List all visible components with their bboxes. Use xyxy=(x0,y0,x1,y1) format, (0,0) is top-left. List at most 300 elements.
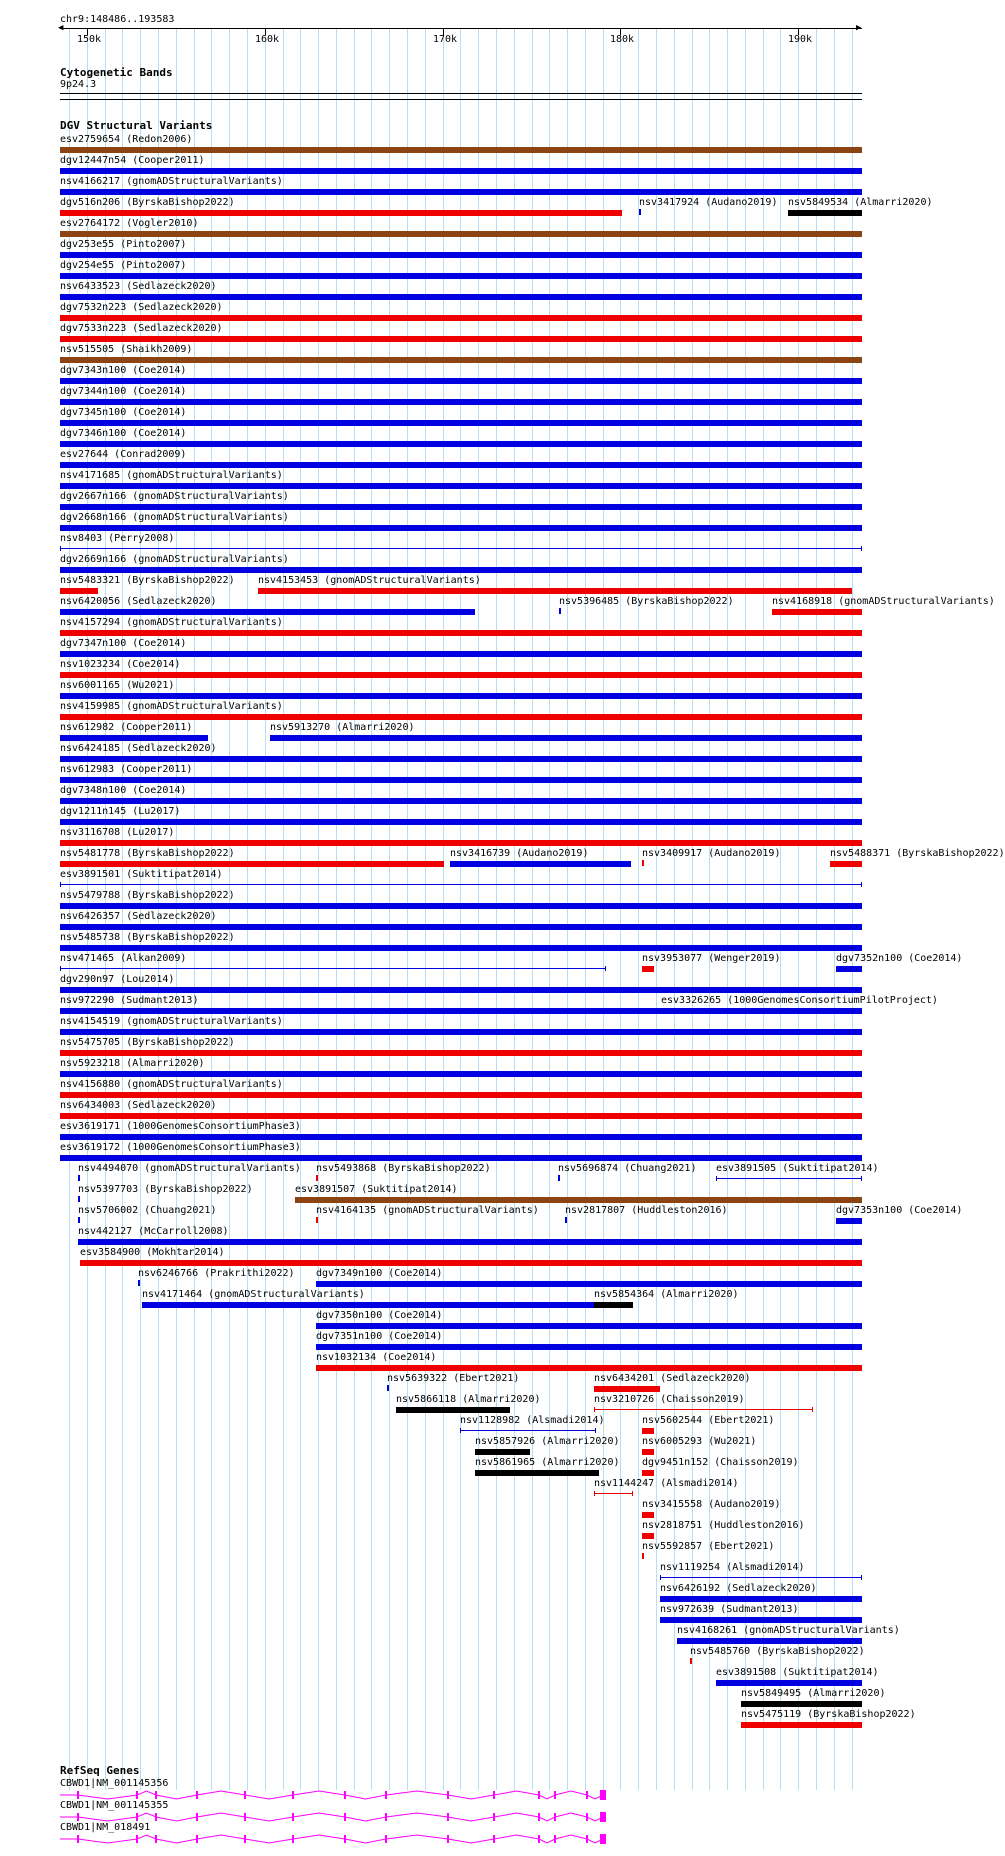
variant-label[interactable]: nsv612982 (Cooper2011) xyxy=(60,722,193,733)
variant-label[interactable]: nsv5849534 (Almarri2020) xyxy=(788,197,933,208)
variant-bar[interactable] xyxy=(60,483,862,489)
variant-label[interactable]: nsv515505 (Shaikh2009) xyxy=(60,344,193,355)
variant-label[interactable]: nsv5493868 (ByrskaBishop2022) xyxy=(316,1163,491,1174)
variant-bar[interactable] xyxy=(836,966,862,972)
variant-label[interactable]: nsv2817807 (Huddleston2016) xyxy=(565,1205,728,1216)
variant-bar[interactable] xyxy=(60,273,862,279)
variant-label[interactable]: nsv6434201 (Sedlazeck2020) xyxy=(594,1373,751,1384)
gene-exon xyxy=(554,1835,556,1843)
cytoband-bar xyxy=(60,93,862,94)
variant-label[interactable]: esv3619172 (1000GenomesConsortiumPhase3) xyxy=(60,1142,301,1153)
variant-bar[interactable] xyxy=(60,693,862,699)
gene-exon xyxy=(493,1835,495,1843)
variant-marker[interactable] xyxy=(690,1658,692,1664)
variant-label[interactable]: dgv7346n100 (Coe2014) xyxy=(60,428,187,439)
variant-marker[interactable] xyxy=(558,1175,560,1181)
grid-line xyxy=(371,28,372,1790)
variant-bar[interactable] xyxy=(258,588,852,594)
variant-bar[interactable] xyxy=(830,861,862,867)
variant-label[interactable]: dgv7352n100 (Coe2014) xyxy=(836,953,963,964)
variant-marker[interactable] xyxy=(639,209,641,215)
variant-label[interactable]: nsv3409917 (Audano2019) xyxy=(642,848,781,859)
variant-label[interactable]: nsv5602544 (Ebert2021) xyxy=(642,1415,775,1426)
gene-exon xyxy=(385,1813,387,1821)
variant-line-cap xyxy=(60,966,61,971)
gene-exon xyxy=(292,1791,294,1799)
variant-bar[interactable] xyxy=(60,735,208,741)
variant-bar[interactable] xyxy=(642,1533,654,1539)
variant-label[interactable]: dgv2668n166 (gnomADStructuralVariants) xyxy=(60,512,289,523)
variant-bar[interactable] xyxy=(741,1701,862,1707)
variant-label[interactable]: nsv4171464 (gnomADStructuralVariants) xyxy=(142,1289,365,1300)
variant-label[interactable]: nsv4171685 (gnomADStructuralVariants) xyxy=(60,470,283,481)
variant-bar[interactable] xyxy=(60,1050,862,1056)
variant-bar[interactable] xyxy=(60,1113,862,1119)
variant-label[interactable]: nsv5592857 (Ebert2021) xyxy=(642,1541,775,1552)
gene-label[interactable]: CBWD1|NM_001145355 xyxy=(60,1800,169,1811)
variant-bar[interactable] xyxy=(660,1617,862,1623)
variant-label[interactable]: esv3891508 (Suktitipat2014) xyxy=(716,1667,879,1678)
axis-tick-label: 160k xyxy=(255,34,280,45)
variant-label[interactable]: dgv7350n100 (Coe2014) xyxy=(316,1310,443,1321)
gene-exon xyxy=(136,1835,138,1843)
gene-exon xyxy=(196,1791,198,1799)
variant-bar[interactable] xyxy=(60,294,862,300)
variant-line-cap xyxy=(735,1008,736,1013)
section-refseq-title: RefSeq Genes xyxy=(60,1764,140,1777)
variant-label[interactable]: dgv7347n100 (Coe2014) xyxy=(60,638,187,649)
variant-bar[interactable] xyxy=(60,441,862,447)
variant-line-cap xyxy=(861,882,862,887)
variant-label[interactable]: nsv6246766 (Prakrithi2022) xyxy=(138,1268,295,1279)
variant-bar[interactable] xyxy=(60,1092,862,1098)
gene-exon xyxy=(155,1813,157,1821)
variant-label[interactable]: nsv5475705 (ByrskaBishop2022) xyxy=(60,1037,235,1048)
grid-line xyxy=(158,28,159,1790)
variant-label[interactable]: esv27644 (Conrad2009) xyxy=(60,449,187,460)
variant-line-cap xyxy=(460,1428,461,1433)
variant-bar[interactable] xyxy=(60,651,862,657)
variant-line-cap xyxy=(660,1575,661,1580)
variant-bar[interactable] xyxy=(642,1428,654,1434)
variant-line[interactable] xyxy=(660,1577,862,1578)
variant-bar[interactable] xyxy=(60,399,862,405)
gene-exon xyxy=(77,1791,79,1799)
gene-intron-line xyxy=(60,1813,603,1821)
gene-exon xyxy=(77,1813,79,1821)
variant-bar[interactable] xyxy=(60,840,862,846)
variant-label[interactable]: nsv4156880 (gnomADStructuralVariants) xyxy=(60,1079,283,1090)
grid-line xyxy=(87,28,88,1790)
variant-bar[interactable] xyxy=(642,1470,654,1476)
variant-label[interactable]: dgv7349n100 (Coe2014) xyxy=(316,1268,443,1279)
variant-line[interactable] xyxy=(60,548,862,549)
grid-line xyxy=(514,28,515,1790)
variant-bar[interactable] xyxy=(60,714,862,720)
variant-label[interactable]: nsv1032134 (Coe2014) xyxy=(316,1352,437,1363)
gene-intron-line xyxy=(60,1791,603,1799)
variant-bar[interactable] xyxy=(660,1596,862,1602)
variant-marker[interactable] xyxy=(78,1196,80,1202)
grid-line xyxy=(496,28,497,1790)
variant-bar[interactable] xyxy=(270,735,862,741)
region-label: chr9:148486..193583 xyxy=(60,14,175,25)
grid-line xyxy=(425,28,426,1790)
variant-bar[interactable] xyxy=(642,1512,654,1518)
variant-label[interactable]: esv3891505 (Suktitipat2014) xyxy=(716,1163,879,1174)
variant-label[interactable]: nsv5696874 (Chuang2021) xyxy=(558,1163,697,1174)
variant-bar[interactable] xyxy=(788,210,862,216)
variant-bar[interactable] xyxy=(60,924,862,930)
variant-bar[interactable] xyxy=(60,147,862,153)
gene-exon xyxy=(244,1835,246,1843)
variant-bar[interactable] xyxy=(60,903,862,909)
grid-line xyxy=(283,28,284,1790)
variant-bar[interactable] xyxy=(80,1260,862,1266)
variant-line-cap xyxy=(594,1407,595,1412)
variant-label[interactable]: nsv4168261 (gnomADStructuralVariants) xyxy=(677,1625,900,1636)
variant-label[interactable]: nsv6434003 (Sedlazeck2020) xyxy=(60,1100,217,1111)
grid-line xyxy=(460,28,461,1790)
gene-exon xyxy=(600,1834,606,1844)
variant-line[interactable] xyxy=(594,1493,633,1494)
variant-bar[interactable] xyxy=(60,504,862,510)
gene-exon xyxy=(155,1835,157,1843)
section-dgv-title: DGV Structural Variants xyxy=(60,119,213,132)
variant-label[interactable]: nsv471465 (Alkan2009) xyxy=(60,953,187,964)
variant-label[interactable]: dgv290n97 (Lou2014) xyxy=(60,974,175,985)
variant-line-cap xyxy=(861,1575,862,1580)
variant-line-cap xyxy=(716,1176,717,1181)
variant-label[interactable]: nsv3953077 (Wenger2019) xyxy=(642,953,781,964)
gene-exon xyxy=(586,1791,588,1799)
variant-bar[interactable] xyxy=(295,1197,862,1203)
grid-line xyxy=(834,28,835,1790)
variant-bar[interactable] xyxy=(642,1449,654,1455)
variant-line-cap xyxy=(861,1176,862,1181)
variant-label[interactable]: nsv5913270 (Almarri2020) xyxy=(270,722,415,733)
variant-bar[interactable] xyxy=(60,567,862,573)
variant-label[interactable]: nsv6426357 (Sedlazeck2020) xyxy=(60,911,217,922)
variant-label[interactable]: dgv7345n100 (Coe2014) xyxy=(60,407,187,418)
grid-line xyxy=(407,28,408,1790)
variant-label[interactable]: nsv4159985 (gnomADStructuralVariants) xyxy=(60,701,283,712)
variant-label[interactable]: dgv7532n223 (Sedlazeck2020) xyxy=(60,302,223,313)
variant-bar[interactable] xyxy=(60,1008,862,1014)
gene-label[interactable]: CBWD1|NM_001145356 xyxy=(60,1778,169,1789)
variant-label[interactable]: esv3619171 (1000GenomesConsortiumPhase3) xyxy=(60,1121,301,1132)
variant-label[interactable]: nsv972290 (Sudmant2013) xyxy=(60,995,199,1006)
variant-bar[interactable] xyxy=(60,336,862,342)
variant-label[interactable]: dgv7353n100 (Coe2014) xyxy=(836,1205,963,1216)
gene-intron-line xyxy=(60,1835,603,1843)
variant-bar[interactable] xyxy=(60,1134,862,1140)
variant-bar[interactable] xyxy=(60,861,444,867)
variant-line[interactable] xyxy=(716,1178,862,1179)
variant-bar[interactable] xyxy=(60,987,862,993)
gene-label[interactable]: CBWD1|NM_018491 xyxy=(60,1822,151,1833)
variant-label[interactable]: nsv3210726 (Chaisson2019) xyxy=(594,1394,745,1405)
variant-bar[interactable] xyxy=(677,1638,862,1644)
variant-bar[interactable] xyxy=(60,609,475,615)
variant-label[interactable]: dgv7351n100 (Coe2014) xyxy=(316,1331,443,1342)
variant-label[interactable]: dgv2669n166 (gnomADStructuralVariants) xyxy=(60,554,289,565)
grid-line xyxy=(816,28,817,1790)
variant-bar[interactable] xyxy=(475,1449,530,1455)
axis-tick-label: 150k xyxy=(77,34,102,45)
variant-bar[interactable] xyxy=(60,756,862,762)
variant-marker[interactable] xyxy=(387,1385,389,1391)
variant-label[interactable]: dgv7533n223 (Sedlazeck2020) xyxy=(60,323,223,334)
variant-label[interactable]: nsv5488371 (ByrskaBishop2022) xyxy=(830,848,1005,859)
variant-bar[interactable] xyxy=(60,210,622,216)
gene-exon xyxy=(538,1813,540,1821)
variant-line-cap xyxy=(661,1008,662,1013)
variant-marker[interactable] xyxy=(559,608,561,614)
grid-line xyxy=(852,28,853,1790)
variant-bar[interactable] xyxy=(594,1386,660,1392)
variant-line-cap xyxy=(594,1491,595,1496)
variant-line[interactable] xyxy=(60,884,862,885)
variant-bar[interactable] xyxy=(396,1407,510,1413)
grid-line xyxy=(585,28,586,1790)
variant-label[interactable]: nsv1119254 (Alsmadi2014) xyxy=(660,1562,805,1573)
variant-bar[interactable] xyxy=(60,525,862,531)
gene-exon xyxy=(554,1791,556,1799)
variant-label[interactable]: nsv972639 (Sudmant2013) xyxy=(660,1604,799,1615)
gene-model[interactable] xyxy=(60,1833,612,1845)
grid-line xyxy=(336,28,337,1790)
variant-label[interactable]: nsv5854364 (Almarri2020) xyxy=(594,1289,739,1300)
grid-line xyxy=(265,28,266,1790)
variant-label[interactable]: nsv4153453 (gnomADStructuralVariants) xyxy=(258,575,481,586)
grid-line xyxy=(354,28,355,1790)
variant-label[interactable]: nsv5396485 (ByrskaBishop2022) xyxy=(559,596,734,607)
variant-label[interactable]: dgv7348n100 (Coe2014) xyxy=(60,785,187,796)
axis-tick-label: 190k xyxy=(788,34,813,45)
variant-bar[interactable] xyxy=(450,861,631,867)
gene-exon xyxy=(447,1791,449,1799)
variant-label[interactable]: nsv4168918 (gnomADStructuralVariants) xyxy=(772,596,995,607)
variant-label[interactable]: nsv5481778 (ByrskaBishop2022) xyxy=(60,848,235,859)
variant-line-cap xyxy=(632,1491,633,1496)
variant-label[interactable]: dgv516n206 (ByrskaBishop2022) xyxy=(60,197,235,208)
variant-bar[interactable] xyxy=(78,1239,862,1245)
variant-label[interactable]: nsv6424185 (Sedlazeck2020) xyxy=(60,743,217,754)
variant-bar[interactable] xyxy=(475,1470,599,1476)
variant-label[interactable]: nsv5849495 (Almarri2020) xyxy=(741,1688,886,1699)
variant-label[interactable]: nsv442127 (McCarroll2008) xyxy=(78,1226,229,1237)
variant-marker[interactable] xyxy=(316,1175,318,1181)
variant-line[interactable] xyxy=(661,1010,736,1011)
grid-line xyxy=(140,28,141,1790)
variant-label[interactable]: nsv4166217 (gnomADStructuralVariants) xyxy=(60,176,283,187)
variant-label[interactable]: nsv1144247 (Alsmadi2014) xyxy=(594,1478,739,1489)
variant-bar[interactable] xyxy=(316,1344,862,1350)
variant-label[interactable]: dgv254e55 (Pinto2007) xyxy=(60,260,187,271)
variant-bar[interactable] xyxy=(772,609,862,615)
grid-line xyxy=(638,28,639,1790)
variant-label[interactable]: nsv6420056 (Sedlazeck2020) xyxy=(60,596,217,607)
variant-line-cap xyxy=(861,546,862,551)
variant-label[interactable]: nsv5866118 (Almarri2020) xyxy=(396,1394,541,1405)
variant-label[interactable]: nsv5857926 (Almarri2020) xyxy=(475,1436,620,1447)
variant-bar[interactable] xyxy=(741,1722,862,1728)
variant-bar[interactable] xyxy=(316,1323,862,1329)
gene-exon xyxy=(385,1835,387,1843)
variant-label[interactable]: nsv1128982 (Alsmadi2014) xyxy=(460,1415,605,1426)
variant-label[interactable]: dgv7343n100 (Coe2014) xyxy=(60,365,187,376)
variant-bar[interactable] xyxy=(60,420,862,426)
variant-bar[interactable] xyxy=(142,1302,594,1308)
variant-bar[interactable] xyxy=(60,630,862,636)
variant-label[interactable]: nsv5861965 (Almarri2020) xyxy=(475,1457,620,1468)
grid-line xyxy=(620,28,621,1790)
variant-marker[interactable] xyxy=(78,1217,80,1223)
variant-bar[interactable] xyxy=(60,252,862,258)
gene-exon xyxy=(344,1835,346,1843)
variant-label[interactable]: dgv12447n54 (Cooper2011) xyxy=(60,155,205,166)
gene-exon xyxy=(586,1835,588,1843)
variant-line-cap xyxy=(595,1428,596,1433)
variant-line[interactable] xyxy=(594,1409,813,1410)
grid-line xyxy=(176,28,177,1790)
ruler-axis xyxy=(60,28,862,29)
variant-label[interactable]: nsv8403 (Perry2008) xyxy=(60,533,175,544)
axis-tick-label: 180k xyxy=(610,34,635,45)
variant-label[interactable]: nsv5483321 (ByrskaBishop2022) xyxy=(60,575,235,586)
variant-marker[interactable] xyxy=(642,1553,644,1559)
gene-exon xyxy=(447,1813,449,1821)
variant-label[interactable]: nsv3116708 (Lu2017) xyxy=(60,827,175,838)
grid-line xyxy=(532,28,533,1790)
gene-exon xyxy=(155,1791,157,1799)
section-divider xyxy=(60,99,862,100)
variant-bar[interactable] xyxy=(60,378,862,384)
variant-bar[interactable] xyxy=(60,315,862,321)
cytoband-label: 9p24.3 xyxy=(60,79,97,90)
variant-label[interactable]: nsv3416739 (Audano2019) xyxy=(450,848,589,859)
grid-line xyxy=(389,28,390,1790)
variant-marker[interactable] xyxy=(138,1280,140,1286)
gene-exon xyxy=(244,1791,246,1799)
variant-label[interactable]: nsv5706002 (Chuang2021) xyxy=(78,1205,217,1216)
gene-exon xyxy=(244,1813,246,1821)
variant-label[interactable]: nsv6433523 (Sedlazeck2020) xyxy=(60,281,217,292)
variant-marker[interactable] xyxy=(316,1217,318,1223)
variant-label[interactable]: nsv5475119 (ByrskaBishop2022) xyxy=(741,1709,916,1720)
variant-bar[interactable] xyxy=(60,588,98,594)
variant-bar[interactable] xyxy=(316,1281,862,1287)
gene-exon xyxy=(493,1791,495,1799)
variant-label[interactable]: esv2759654 (Redon2006) xyxy=(60,134,193,145)
variant-label[interactable]: esv3891501 (Suktitipat2014) xyxy=(60,869,223,880)
variant-bar[interactable] xyxy=(836,1218,862,1224)
grid-line xyxy=(229,28,230,1790)
variant-label[interactable]: nsv4164135 (gnomADStructuralVariants) xyxy=(316,1205,539,1216)
variant-bar[interactable] xyxy=(594,1302,633,1308)
variant-label[interactable]: nsv1023234 (Coe2014) xyxy=(60,659,181,670)
gene-exon xyxy=(292,1835,294,1843)
variant-bar[interactable] xyxy=(642,966,654,972)
variant-bar[interactable] xyxy=(716,1680,862,1686)
variant-bar[interactable] xyxy=(60,777,862,783)
gene-exon xyxy=(493,1813,495,1821)
variant-bar[interactable] xyxy=(60,357,862,363)
variant-bar[interactable] xyxy=(60,189,862,195)
variant-bar[interactable] xyxy=(60,1029,862,1035)
variant-line[interactable] xyxy=(60,968,606,969)
variant-label[interactable]: nsv5485760 (ByrskaBishop2022) xyxy=(690,1646,865,1657)
variant-label[interactable]: nsv5397703 (ByrskaBishop2022) xyxy=(78,1184,253,1195)
variant-label[interactable]: esv3891507 (Suktitipat2014) xyxy=(295,1184,458,1195)
variant-bar[interactable] xyxy=(60,945,862,951)
variant-line-cap xyxy=(60,882,61,887)
variant-label[interactable]: dgv9451n152 (Chaisson2019) xyxy=(642,1457,799,1468)
variant-marker[interactable] xyxy=(565,1217,567,1223)
variant-line-cap xyxy=(605,966,606,971)
variant-label[interactable]: dgv1211n145 (Lu2017) xyxy=(60,806,181,817)
variant-marker[interactable] xyxy=(78,1175,80,1181)
grid-line xyxy=(194,28,195,1790)
grid-line xyxy=(300,28,301,1790)
gene-exon xyxy=(292,1813,294,1821)
gene-exon xyxy=(196,1813,198,1821)
grid-line xyxy=(247,28,248,1790)
variant-line[interactable] xyxy=(460,1430,596,1431)
variant-label[interactable]: nsv4154519 (gnomADStructuralVariants) xyxy=(60,1016,283,1027)
variant-label[interactable]: nsv4494070 (gnomADStructuralVariants) xyxy=(78,1163,301,1174)
variant-bar[interactable] xyxy=(316,1365,862,1371)
variant-label[interactable]: nsv6001165 (Wu2021) xyxy=(60,680,175,691)
variant-label[interactable]: nsv6005293 (Wu2021) xyxy=(642,1436,757,1447)
gene-exon xyxy=(196,1835,198,1843)
variant-label[interactable]: dgv253e55 (Pinto2007) xyxy=(60,239,187,250)
variant-label[interactable]: nsv5923218 (Almarri2020) xyxy=(60,1058,205,1069)
grid-line xyxy=(69,28,70,1790)
variant-bar[interactable] xyxy=(60,168,862,174)
gene-exon xyxy=(385,1791,387,1799)
variant-label[interactable]: dgv2667n166 (gnomADStructuralVariants) xyxy=(60,491,289,502)
variant-label[interactable]: dgv7344n100 (Coe2014) xyxy=(60,386,187,397)
variant-label[interactable]: esv2764172 (Vogler2010) xyxy=(60,218,199,229)
variant-label[interactable]: nsv3415558 (Audano2019) xyxy=(642,1499,781,1510)
variant-label[interactable]: nsv5479788 (ByrskaBishop2022) xyxy=(60,890,235,901)
grid-line xyxy=(211,28,212,1790)
grid-line xyxy=(443,28,444,1790)
variant-bar[interactable] xyxy=(60,819,862,825)
variant-bar[interactable] xyxy=(60,462,862,468)
variant-label[interactable]: esv3584900 (Mokhtar2014) xyxy=(80,1247,225,1258)
variant-label[interactable]: esv3326265 (1000GenomesConsortiumPilotProject) xyxy=(661,995,938,1006)
variant-label[interactable]: nsv612983 (Cooper2011) xyxy=(60,764,193,775)
variant-label[interactable]: nsv5639322 (Ebert2021) xyxy=(387,1373,520,1384)
variant-label[interactable]: nsv2818751 (Huddleston2016) xyxy=(642,1520,805,1531)
variant-bar[interactable] xyxy=(60,231,862,237)
variant-label[interactable]: nsv5485738 (ByrskaBishop2022) xyxy=(60,932,235,943)
variant-bar[interactable] xyxy=(60,1155,862,1161)
variant-label[interactable]: nsv6426192 (Sedlazeck2020) xyxy=(660,1583,817,1594)
gene-exon xyxy=(600,1790,606,1800)
variant-label[interactable]: nsv4157294 (gnomADStructuralVariants) xyxy=(60,617,283,628)
variant-bar[interactable] xyxy=(60,1071,862,1077)
gene-exon xyxy=(447,1835,449,1843)
variant-bar[interactable] xyxy=(60,672,862,678)
variant-bar[interactable] xyxy=(60,798,862,804)
variant-label[interactable]: nsv3417924 (Audano2019) xyxy=(639,197,778,208)
variant-line-cap xyxy=(812,1407,813,1412)
variant-marker[interactable] xyxy=(642,860,644,866)
